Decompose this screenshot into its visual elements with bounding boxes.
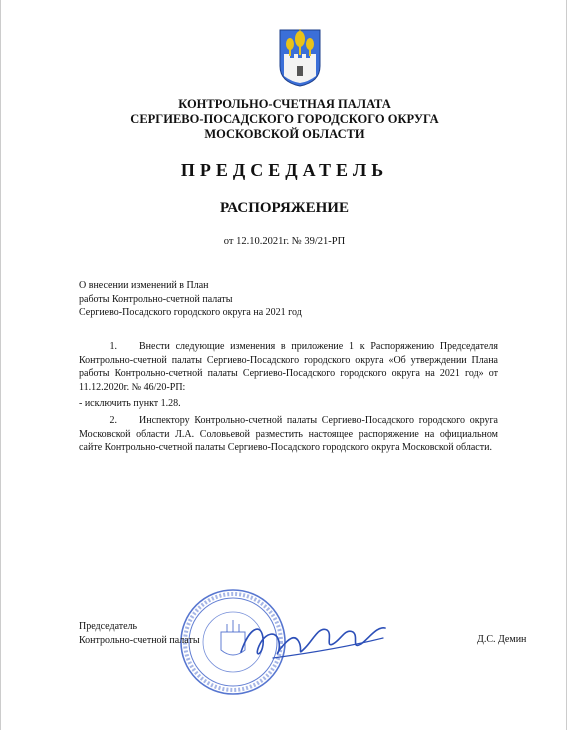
coat-of-arms-icon [278, 28, 322, 88]
date-number-line: от 12.10.2021г. № 39/21-РП [223, 236, 346, 247]
paragraph-text: Внести следующие изменения в приложение 1 к Распоряжению Председателя Контрольно-счетной палаты Сергиево-Посадского городского округа «Об утверждении Плана работы Контрольно-счетной палаты Сергиево-Посадского городского округа на 2021 год» от 11.12.2020г. № 46/20-РП: [79, 341, 498, 393]
paragraph-number: 1. [109, 341, 117, 352]
paragraph-text: - исключить пункт 1.28. [79, 398, 181, 409]
paragraph-number: 2. [109, 415, 117, 426]
subject-line: работы Контрольно-счетной палаты [79, 293, 233, 305]
position-heading: ПРЕДСЕДАТЕЛЬ [180, 160, 389, 180]
paragraph-text: Инспектору Контрольно-счетной палаты Сергиево-Посадского городского округа Московской области Л.А. Соловьевой разместить настоящее распоряжение на официальном сайте Контрольно-счетной палаты Сергиево-Посадского городского округа Московской области. [79, 415, 498, 453]
subject-line: О внесении изменений в План [79, 280, 209, 291]
handwritten-signature-icon [233, 608, 393, 668]
org-name-line-3: МОСКОВСКОЙ ОБЛАСТИ [204, 127, 365, 141]
org-name-line-1: КОНТРОЛЬНО-СЧЕТНАЯ ПАЛАТА [178, 97, 391, 111]
org-name-line-2: СЕРГИЕВО-ПОСАДСКОГО ГОРОДСКОГО ОКРУГА [130, 112, 439, 126]
subject-block [79, 279, 302, 320]
signatory-name: Д.С. Демин [477, 634, 527, 645]
paragraph-exclusion [79, 397, 498, 411]
subject-line: Сергиево-Посадского городского округа на 2021 год [79, 307, 302, 318]
paragraph-2 [79, 414, 498, 455]
signatory-title-line: Председатель [79, 621, 138, 632]
signatory-title-line: Контрольно-счетной палаты [79, 634, 200, 646]
signatory-title [79, 620, 200, 647]
document-type-heading: РАСПОРЯЖЕНИЕ [220, 200, 349, 216]
paragraph-1 [79, 340, 498, 394]
